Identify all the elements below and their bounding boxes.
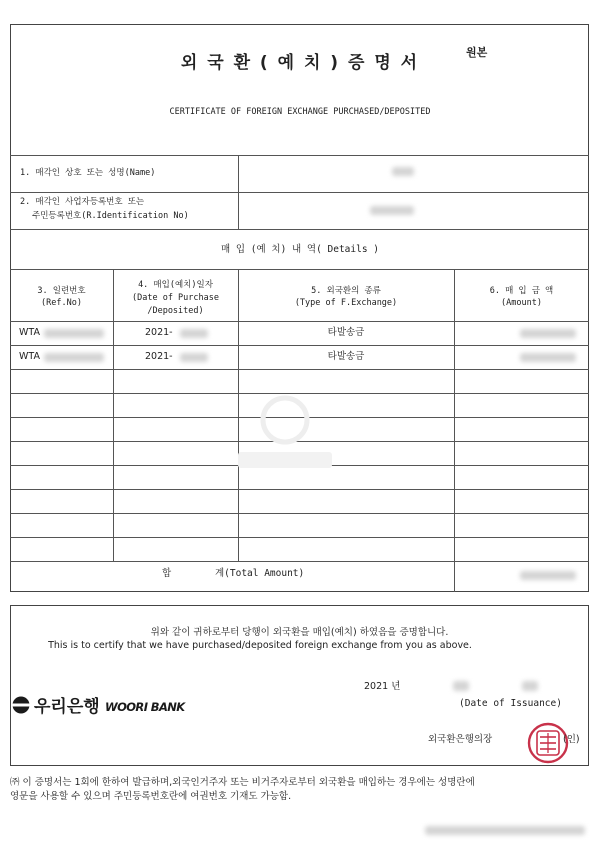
issue-year: 2021 년 <box>364 681 401 692</box>
col-amount-header-sub: (Amount) <box>501 298 542 308</box>
table-col-line <box>113 269 114 561</box>
row2-ref-redaction <box>44 353 104 362</box>
divider <box>10 229 589 230</box>
table-row-line <box>10 561 589 562</box>
document-title: 외 국 환 ( 예 치 ) 증 명 서 <box>180 53 420 73</box>
details-heading: 매 입 (예 치) 내 역( Details ) <box>220 244 379 255</box>
row1-date: 2021- <box>145 327 173 338</box>
row1-amount-redaction <box>520 329 576 338</box>
row1-date-redaction <box>180 329 208 338</box>
table-row-line <box>10 537 589 538</box>
original-mark: 원본 <box>466 46 488 59</box>
issue-month-redaction <box>453 681 469 691</box>
date-of-issuance: (Date of Issuance) <box>459 698 562 709</box>
col-date-header-sub: (Date of Purchase <box>132 293 219 303</box>
id-label-line2: 주민등록번호(R.Identification No) <box>32 211 189 221</box>
total-label-a: 합 <box>162 568 172 579</box>
row1-type: 타발송금 <box>327 327 365 338</box>
footnote-line2: 영문을 사용할 수 있으며 주민등록번호란에 여권번호 기재도 가능함. <box>10 791 292 802</box>
footnote-line1: ㈜ 이 증명서는 1회에 한하여 발급하며,외국인거주자 또는 비거주자로부터 외국환을 매입하는 경우에는 성명란에 <box>10 777 475 788</box>
table-row-line <box>10 321 589 322</box>
col-type-header-sub: (Type of F.Exchange) <box>294 298 398 308</box>
row2-date: 2021- <box>145 351 173 362</box>
col-date-header-sub2: /Deposited) <box>147 306 204 316</box>
col-type-header: 5. 외국환의 종류 <box>311 286 381 296</box>
row2-ref: WTA <box>19 351 40 362</box>
total-amount-redaction <box>520 571 576 580</box>
svg-text:우리은행: 우리은행 <box>34 697 100 717</box>
row2-amount-redaction <box>520 353 576 362</box>
issue-day-redaction <box>522 681 538 691</box>
seal-mark: (인) <box>563 734 580 745</box>
table-row-line <box>10 345 589 346</box>
divider <box>10 269 589 270</box>
divider <box>10 192 589 193</box>
total-label-b: 계(Total Amount) <box>215 568 305 579</box>
certify-korean: 위와 같이 귀하로부터 당행이 외국환을 매입(예치) 하였음을 증명합니다. <box>150 627 449 638</box>
row2-type: 타발송금 <box>327 351 365 362</box>
row2-date-redaction <box>180 353 208 362</box>
row1-ref-redaction <box>44 329 104 338</box>
col-date-header: 4. 매입(예치)일자 <box>138 280 213 290</box>
table-col-line <box>454 269 455 592</box>
table-row-line <box>10 513 589 514</box>
id-label-line1: 2. 매각인 사업자등록번호 또는 <box>20 197 145 207</box>
name-label: 1. 매각인 상호 또는 성명(Name) <box>20 168 156 178</box>
woori-bank-logo <box>10 690 185 720</box>
footer-redaction <box>425 826 585 835</box>
certify-english: This is to certify that we have purchased/deposited foreign exchange from you as above. <box>48 640 472 651</box>
col-ref-header: 3. 일련번호 <box>37 286 86 296</box>
woori-watermark <box>230 390 340 480</box>
divider <box>10 155 589 156</box>
divider <box>238 155 239 229</box>
col-ref-header-sub: (Ref.No) <box>41 298 82 308</box>
row1-ref: WTA <box>19 327 40 338</box>
table-row-line <box>10 489 589 490</box>
svg-text:WOORI BANK: WOORI BANK <box>105 700 185 714</box>
signatory: 외국환은행의장 <box>428 734 493 745</box>
table-row-line <box>10 369 589 370</box>
col-amount-header: 6. 매 입 금 액 <box>489 286 554 296</box>
name-redaction <box>392 167 414 176</box>
id-redaction <box>370 206 414 215</box>
document-subtitle: CERTIFICATE OF FOREIGN EXCHANGE PURCHASED/DEPOSITED <box>169 107 431 117</box>
